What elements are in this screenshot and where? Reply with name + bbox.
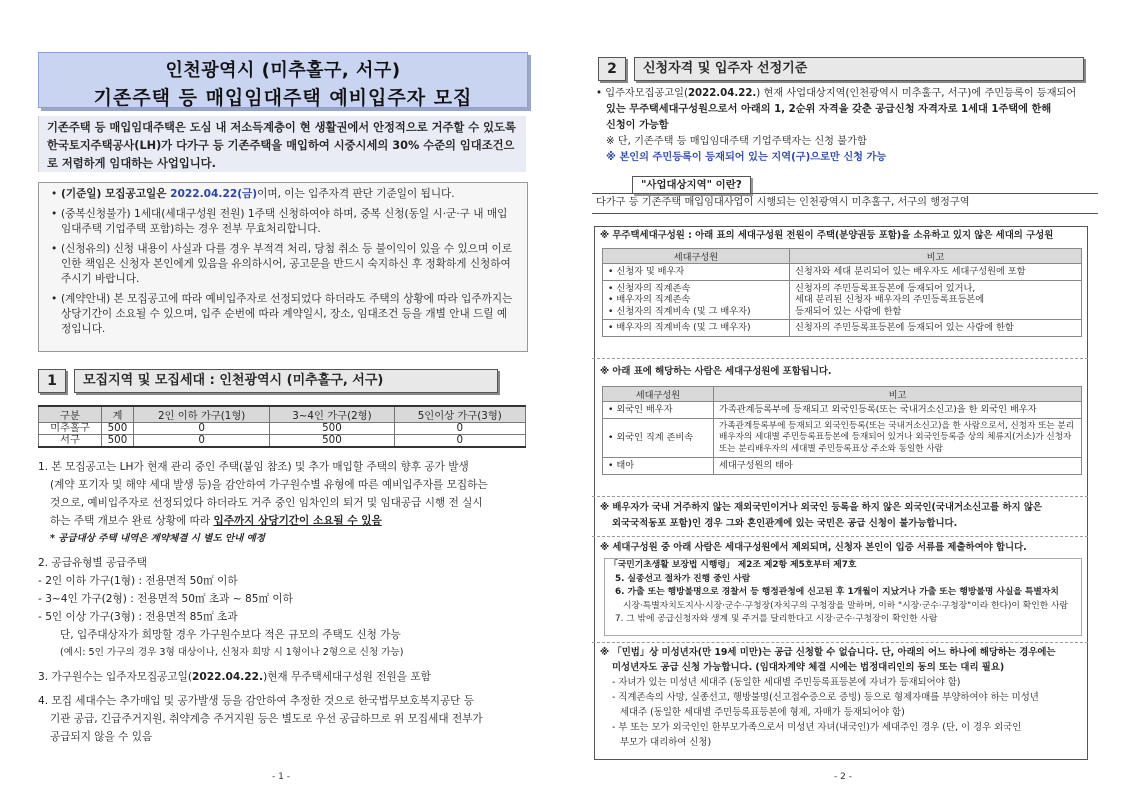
announcement-title-box <box>38 52 528 108</box>
box-heading: ※ 무주택세대구성원 : 아래 표의 세대구성원 전원이 주택(분양권등 포함)을 소유하고 있지 않은 세대의 구성원 <box>600 230 1054 241</box>
notice-box <box>38 182 528 352</box>
notice-item-base-date: • (기준일) 모집공고일은 2022.04.22(금)이며, 이는 입주자격 판단 기준일이 됩니다. <box>51 187 517 202</box>
intro-text: 기존주택 등 매입임대주택은 도심 내 저소득계층이 현 생활권에서 안정적으로 거주할 수 있도록 한국토지주택공사(LH)가 다가구 등 기존주택을 매입하여 시중시세의 30% 수준의 임대조건으로 저렴하게 임대하는 사업입니다. <box>38 116 526 172</box>
business-area-tag: "사업대상지역" 이란? <box>632 176 751 194</box>
business-area-desc: 다가구 등 기존주택 매입임대사업이 시행되는 인천광역시 미추홀구, 서구의 행정구역 <box>596 197 970 208</box>
table-row: 서구 500 0 500 0 <box>39 435 526 448</box>
page-number: - 2 - <box>834 772 852 782</box>
included-members-table: 세대구성원 비고 • 외국인 배우자 가족관계등록부에 등재되고 외국인등록(또는 국내거소신고)을 한 외국인 배우자 • 외국인 직계 존비속 가족관계등록부에 등재되고 외국인등록(또는 국내거소신고)을 한 사람으로서, 신청자 또는 분리배우자의 세대별 주민등록표등본에 등재되어 있거나 외국인등록증 상의 체류지(거소)가 신청자 또는 분리배우자의 세대별 주민등록표상 주소와 동일한 사람 • 태아 세대구성원의 태아 <box>602 386 1082 475</box>
title-line-1: 인천광역시 (미추홀구, 서구) <box>165 60 401 81</box>
table-row: • 태아 세대구성원의 태아 <box>603 458 1082 475</box>
section-1-header <box>38 369 498 393</box>
section-number: 2 <box>598 57 626 81</box>
section-2-header <box>598 57 1084 81</box>
table-row: • 외국인 직계 존비속 가족관계등록부에 등재되고 외국인등록(또는 국내거소신고)을 한 사람으로서, 신청자 또는 분리배우자의 세대별 주민등록표등본에 등재되어 있거나 외국인등록증 상의 체류지(거소)가 신청자 또는 분리배우자의 세대별 주민등록표상 주소와 동일한 사람 <box>603 418 1082 458</box>
table-row: 미추홀구 500 0 500 0 <box>39 423 526 435</box>
page-number: - 1 - <box>272 772 290 782</box>
section-number: 1 <box>38 369 66 393</box>
title-line-2: 기존주택 등 매입임대주택 예비입주자 모집 <box>93 87 473 109</box>
eligibility-text: • 입주자모집공고일(2022.04.22.) 현재 사업대상지역(인천광역시 미추홀구, 서구)에 주민등록이 등재되어 있는 무주택세대구성원으로서 아래의 1, 2순위 자격을 갖춘 공급신청 자격자로 1세대 1주택에 한해 신청이 가능함 ※ 단, 기존주택 등 매입임대주택 기업주택자는 신청 불가함 ※ 본인의 주민등록이 등재되어 있는 지역(구)으로만 신청 가능 <box>596 88 1077 163</box>
table-header: 구분 <box>39 406 102 423</box>
page-2 <box>562 0 1121 793</box>
table-header: 2인 이하 가구(1형) <box>133 406 269 423</box>
notice-item-duplicate: • (중복신청불가) 1세대(세대구성원 전원) 1주택 신청하여야 하며, 중복 신청(동일 시·군·구 내 매입임대주택 기업주택 포함)하는 경우 전부 무효처리합니다. <box>51 207 517 237</box>
table-row: • 배우자의 직계비속 (및 그 배우자) 신청자의 주민등록표등본에 등재되어 있는 사람에 한함 <box>603 320 1082 337</box>
page-1 <box>0 0 560 793</box>
spouse-note: ※ 배우자가 국내 거주하지 않는 재외국민이거나 외국인 등록을 하지 않은 외국인(국내거소신고를 하지 않은 외국국적동포 포함)인 경우 그와 혼인관계에 있는 국민은 공급 신청이 불가능합니다. <box>600 502 1042 529</box>
table-header: 3~4인 가구(2형) <box>270 406 394 423</box>
section-title: 신청자격 및 입주자 선정기준 <box>634 57 1084 81</box>
notice-item-caution: • (신청유의) 신청 내용이 사실과 다를 경우 부적격 처리, 당첨 취소 등 불이익이 있을 수 있으며 이로 인한 책임은 신청자 본인에게 있음을 유의하시어, 공고문을 반드시 숙지하신 후 정확하게 신청하여 주시기 바랍니다. <box>51 242 517 287</box>
notice-item-contract: • (계약안내) 본 모집공고에 따라 예비입주자로 선정되었다 하더라도 주택의 상황에 따라 입주까지는 상당기간이 소요될 수 있으며, 입주 순번에 따라 계약일시, 장소, 임대조건 등을 개별 안내 드릴 예정입니다. <box>51 292 517 337</box>
table-header: 5인이상 가구(3형) <box>394 406 525 423</box>
box-heading-2: ※ 아래 표에 해당하는 사람은 세대구성원에 포함됩니다. <box>600 366 832 377</box>
table-row: • 신청자의 직계존속 • 배우자의 직계존속 • 신청자의 직계비속 (및 그 배우자) 신청자의 주민등록표등본에 등재되어 있거나, 세대 분리된 신청자 배우자의 주민등록표등본에 등재되어 있는 사람에 한함 <box>603 280 1082 320</box>
table-header: 계 <box>102 406 134 423</box>
table-row: • 외국인 배우자 가족관계등록부에 등재되고 외국인등록(또는 국내거소신고)을 한 외국인 배우자 <box>603 402 1082 419</box>
exclusion-note: ※ 세대구성원 중 아래 사람은 세대구성원에서 제외되며, 신청자 본인이 입증 서류를 제출하여야 합니다. <box>600 542 1027 553</box>
recruitment-table <box>38 405 526 448</box>
minor-note: ※ 「민법」상 미성년자(만 19세 미만)는 공급 신청할 수 없습니다. 단, 아래의 어느 하나에 해당하는 경우에는 미성년자도 공급 신청 가능합니다. (임대차계약 체결 시에는 법정대리인의 동의 또는 대리 필요) - 자녀가 있는 미성년 세대주 (동일한 세대별 주민등록표등본에 자녀가 등재되어야 함) - 직계존속의 사망, 실종선고, 행방불명(신고접수증으로 증빙) 등으로 형제자매를 부양하여야 하는 미성년 세대주 (동일한 세대별 주민등록표등본에 형제, 자매가 등재되어야 함) - 부 또는 모가 외국인인 한부모가족으로서 미성년 자녀(내국인)가 세대주인 경우 (단, 이 경우 외국인 부모가 대리하여 신청) <box>600 647 1056 748</box>
recruitment-notes: 1. 본 모집공고는 LH가 현재 관리 중인 주택(붙임 참조) 및 추가 매입할 주택의 향후 공가 발생 (계약 포기자 및 해약 세대 발생 등)을 감안하여 가구원수별 유형에 따른 예비입주자를 모집하는 것으로, 예비입주자로 선정되었다 하더라도 거주 중인 임차인의 퇴거 및 임대공급 시행 전 실시 하는 주택 개보수 완료 상황에 따라 입주까지 상당기간이 소요될 수 있음 * 공급대상 주택 내역은 계약체결 시 별도 안내 예정 2. 공급유형별 공급주택 - 2인 이하 가구(1형) : 전용면적 50㎡ 이하 - 3~4인 가구(2형) : 전용면적 50㎡ 초과 ~ 85㎡ 이하 - 5인 이상 가구(3형) : 전용면적 85㎡ 초과 단, 입주대상자가 희망할 경우 가구원수보다 적은 규모의 주택도 신청 가능 (예시: 5인 가구의 경우 3형 대상이나, 신청자 희망 시 1형이나 2형으로 신청 가능) 3. 가구원수는 입주자모집공고일(2022.04.22.)현재 무주택세대구성원 전원을 포함 4. 모집 세대수는 추가매입 및 공가발생 등을 감안하여 추정한 것으로 한국법무보호복지공단 등 기관 공급, 긴급주거지원, 취약계층 주거지원 등은 별도로 우선 공급하므로 위 모집세대 전부가 공급되지 않을 수 있음 <box>38 461 488 743</box>
law-box: 「국민기초생활 보장법 시행령」 제2조 제2항 제5호부터 제7호 5. 실종선고 절차가 진행 중인 사람 6. 가출 또는 행방불명으로 경찰서 등 행정관청에 신고된 후 1개월이 지났거나 가출 또는 행방불명 사실을 특별자치 시장·특별자치도지사·시장·군수·구청장(자치구의 구청장을 말하며, 이하 "시장·군수·구청장"이라 한다)이 확인한 사람 7. 그 밖에 공급신청자와 생계 및 주거를 달리한다고 시장·군수·구청장이 확인한 사람 <box>604 558 1082 636</box>
section-title: 모집지역 및 모집세대 : 인천광역시 (미추홀구, 서구) <box>74 369 498 393</box>
table-row: • 신청자 및 배우자 신청자와 세대 분리되어 있는 배우자도 세대구성원에 포함 <box>603 264 1082 281</box>
household-table: 세대구성원 비고 • 신청자 및 배우자 신청자와 세대 분리되어 있는 배우자도 세대구성원에 포함 • 신청자의 직계존속 • 배우자의 직계존속 • 신청자의 직계비속 (및 그 배우자) 신청자의 주민등록표등본에 등재되어 있거나, 세대 분리된 신청자 배우자의 주민등록표등본에 등재되어 있는 사람에 한함 • 배우자의 직계비속 (및 그 배우자) 신청자의 주민등록표등본에 등재되어 있는 사람에 한함 <box>602 248 1082 337</box>
